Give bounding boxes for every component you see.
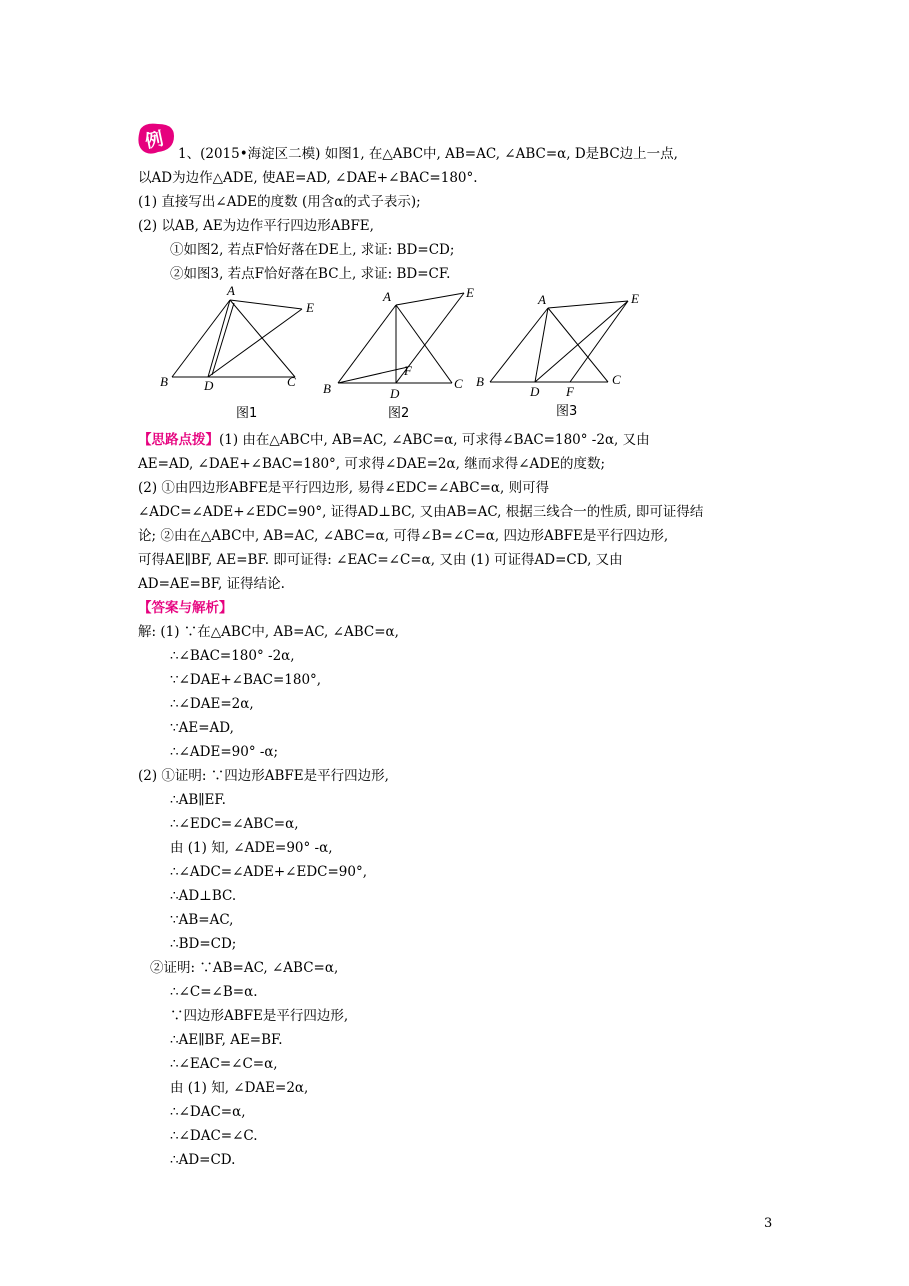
hint-line7: AD=AE=BF, 证得结论. [138,576,285,592]
fig3-point-b: B [476,374,484,389]
problem-part1: (1) 直接写出∠ADE的度数 (用含α的式子表示); [138,194,421,210]
answer-line: ∴∠ADC=∠ADE+∠EDC=90°, [170,864,368,880]
fig3-point-a: A [538,292,546,307]
caption-fig1: 图1 [236,406,258,421]
fig3-point-e: E [631,291,639,306]
hint-line4: ∠ADC=∠ADE+∠EDC=90°, 证得AD⊥BC, 又由AB=AC, 根据三线合一的性质, 即可证得结 [138,504,704,520]
answer-line: ∴∠DAC=∠C. [170,1128,258,1144]
answer-line: ∴∠ADE=90° -α; [170,744,279,760]
answer-line: ∵AB=AC, [170,912,234,928]
geometry-figures [150,283,670,423]
fig1-point-e: E [306,300,314,315]
answer-line: ②证明: ∵AB=AC, ∠ABC=α, [150,960,339,976]
answer-line: ∴∠DAE=2α, [170,696,254,712]
fig3-point-d: D [530,384,540,399]
fig1-point-b: B [160,374,168,389]
fig2-point-e: E [466,285,474,300]
answer-line: ∴∠EAC=∠C=α, [170,1056,278,1072]
figure-1 [172,300,302,377]
answer-line: ∵四边形ABFE是平行四边形, [170,1008,349,1024]
answer-line: (2) ①证明: ∵四边形ABFE是平行四边形, [138,768,389,784]
answer-tag: 【答案与解析】 [138,600,233,616]
fig1-point-d: D [204,378,214,393]
problem-part2a: ①如图2, 若点F恰好落在DE上, 求证: BD=CD; [170,242,455,258]
fig3-point-c: C [612,372,621,387]
fig2-point-b: B [323,381,331,396]
fig2-point-a: A [383,289,391,304]
badge-char: 例 [143,128,166,153]
answer-line: 由 (1) 知, ∠DAE=2α, [170,1080,309,1096]
example-badge [136,122,176,156]
answer-line: ∴BD=CD; [170,936,237,952]
answer-line: 解: (1) ∵在△ABC中, AB=AC, ∠ABC=α, [138,624,399,640]
problem-line1: 1、(2015•海淀区二模) 如图1, 在△ABC中, AB=AC, ∠ABC=α, D是BC边上一点, [178,146,678,162]
hint-text1: (1) 由在△ABC中, AB=AC, ∠ABC=α, 可求得∠BAC=180° -2α, 又由 [219,432,650,448]
caption-fig2: 图2 [388,406,410,421]
caption-fig3: 图3 [556,404,578,419]
page-number: 3 [764,1216,773,1231]
figure-2 [338,293,464,383]
answer-line: 由 (1) 知, ∠ADE=90° -α, [170,840,333,856]
hint-line6: 可得AE∥BF, AE=BF. 即可证得: ∠EAC=∠C=α, 又由 (1) 可证得AD=CD, 又由 [138,552,623,568]
answer-line: ∴AE∥BF, AE=BF. [170,1032,283,1048]
answer-line: ∴∠BAC=180° -2α, [170,648,295,664]
fig2-point-c: C [454,376,463,391]
figure-3 [490,301,628,382]
fig2-point-f: F [404,363,412,378]
answer-line: ∴∠DAC=α, [170,1104,246,1120]
hint-line2: AE=AD, ∠DAE+∠BAC=180°, 可求得∠DAE=2α, 继而求得∠ADE的度数; [138,456,605,472]
hint-tag: 【思路点拨】 [138,432,219,448]
hint-line5: 论; ②由在△ABC中, AB=AC, ∠ABC=α, 可得∠B=∠C=α, 四边形ABFE是平行四边形, [138,528,669,544]
fig1-point-a: A [227,283,235,298]
answer-line: ∴∠C=∠B=α. [170,984,258,1000]
answer-line: ∴AB∥EF. [170,792,226,808]
hint-line1 [138,430,650,450]
answer-line: ∵AE=AD, [170,720,234,736]
answer-line: ∵∠DAE+∠BAC=180°, [170,672,322,688]
answer-line: ∴∠EDC=∠ABC=α, [170,816,299,832]
problem-line2: 以AD为边作△ADE, 使AE=AD, ∠DAE+∠BAC=180°. [138,170,478,186]
fig3-point-f: F [566,384,574,399]
problem-part2: (2) 以AB, AE为边作平行四边形ABFE, [138,218,374,234]
answer-line: ∴AD⊥BC. [170,888,237,904]
answer-line: ∴AD=CD. [170,1152,236,1168]
problem-part2b: ②如图3, 若点F恰好落在BC上, 求证: BD=CF. [170,266,451,282]
fig2-point-d: D [390,386,400,401]
fig1-point-c: C [287,374,296,389]
hint-line3: (2) ①由四边形ABFE是平行四边形, 易得∠EDC=∠ABC=α, 则可得 [138,480,550,496]
